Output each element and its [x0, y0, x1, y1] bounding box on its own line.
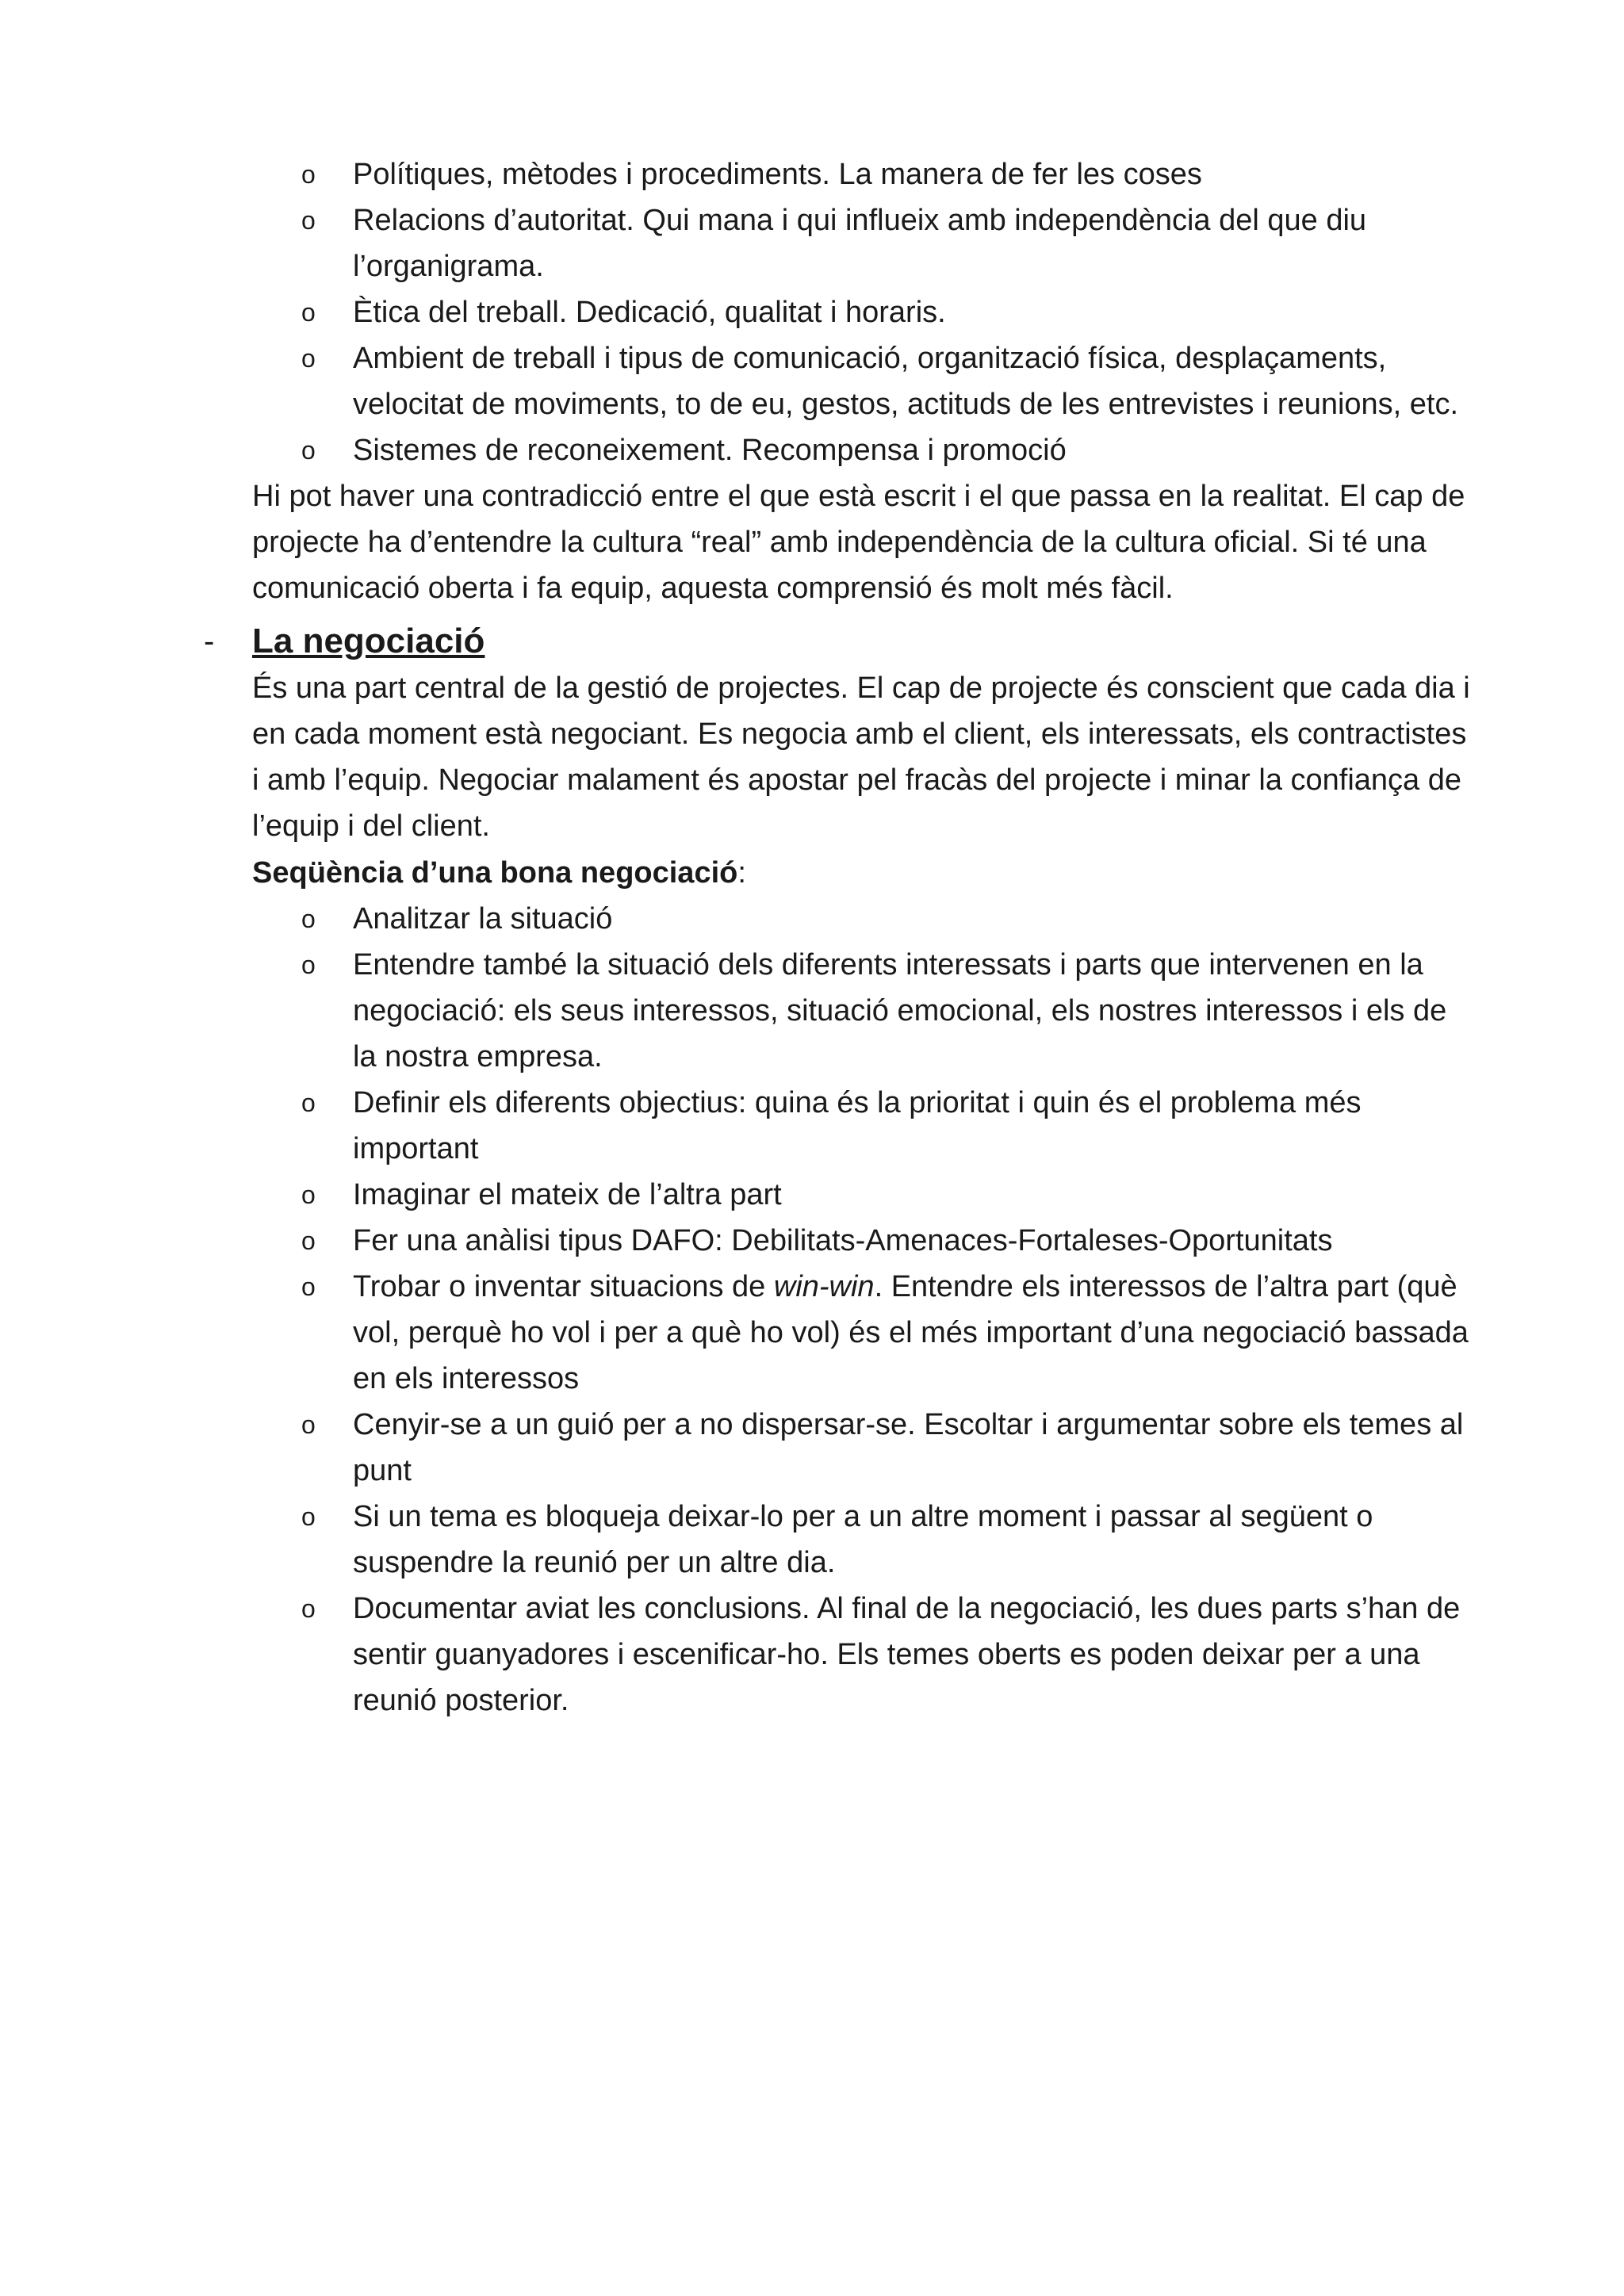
list-item-text: Polítiques, mètodes i procediments. La manera de fer les coses: [353, 158, 1202, 191]
list-item: [301, 896, 1475, 942]
list-item: [301, 1172, 1475, 1218]
list-item-text: Fer una anàlisi tipus DAFO: Debilitats-Amenaces-Fortaleses-Oportunitats: [353, 1224, 1333, 1257]
list-item: [301, 197, 1475, 289]
list-item: [301, 335, 1475, 427]
circle-bullet-icon: o: [301, 1089, 316, 1117]
circle-bullet-icon: o: [301, 436, 316, 465]
circle-bullet-icon: o: [301, 1226, 316, 1255]
list-item: [301, 289, 1475, 335]
sequence-heading-colon: :: [737, 856, 746, 890]
list-item-text: Documentar aviat les conclusions. Al final de la negociació, les dues parts s’han de sentir guanyadores i escenificar-ho. Els temes oberts es poden deixar per a una reunió posterior.: [353, 1592, 1461, 1717]
circle-bullet-icon: o: [301, 1272, 316, 1301]
list-item-text: Imaginar el mateix de l’altra part: [353, 1178, 782, 1211]
circle-bullet-icon: o: [301, 1181, 316, 1209]
section-title: La negociació: [252, 622, 485, 660]
circle-bullet-icon: o: [301, 206, 316, 235]
list-item: [301, 1218, 1475, 1264]
list-item-text: Analitzar la situació: [353, 902, 613, 936]
culture-paragraph: Hi pot haver una contradicció entre el que està escrit i el que passa en la realitat. El cap de projecte ha d’entendre la cultura “real” amb independència de la cultura oficial. Si té una comunicació oberta i fa equip, aquesta comprensió és molt més fàcil.: [252, 480, 1465, 605]
list-item: [301, 1402, 1475, 1494]
list-item-text: Entendre també la situació dels diferents interessats i parts que intervenen en la negociació: els seus interessos, situació emocional, els nostres interessos i els de la nostra empresa.: [353, 948, 1447, 1073]
list-item-text: Cenyir-se a un guió per a no dispersar-se. Escoltar i argumentar sobre els temes al punt: [353, 1408, 1464, 1487]
list-item-text: Si un tema es bloqueja deixar-lo per a un altre moment i passar al següent o suspendre la reunió per un altre dia.: [353, 1500, 1373, 1579]
list-item-text: Sistemes de reconeixement. Recompensa i promoció: [353, 434, 1067, 467]
sequence-heading-bold: Seqüència d’una bona negociació: [252, 856, 738, 890]
circle-bullet-icon: o: [301, 1502, 316, 1531]
circle-bullet-icon: o: [301, 905, 316, 933]
list-item-text-after: . Entendre els interessos de l’altra part (què vol, perquè ho vol i per a què ho vol) és el més important d’una negociació bassada en els interessos: [353, 1270, 1469, 1395]
circle-bullet-icon: o: [301, 298, 316, 327]
circle-bullet-icon: o: [301, 1410, 316, 1439]
sequence-heading: [252, 850, 746, 896]
circle-bullet-icon: o: [301, 344, 316, 373]
circle-bullet-icon: o: [301, 1594, 316, 1623]
list-item-text: Ètica del treball. Dedicació, qualitat i horaris.: [353, 296, 946, 329]
circle-bullet-icon: o: [301, 951, 316, 979]
list-item: [301, 1080, 1475, 1172]
list-item: [301, 1264, 1475, 1402]
culture-list: [301, 151, 1475, 473]
circle-bullet-icon: o: [301, 160, 316, 189]
negotiation-paragraph: És una part central de la gestió de projectes. El cap de projecte és conscient que cada dia i en cada moment està negociant. Es negocia amb el client, els interessats, els contractistes i amb l’equip. Negociar malament és apostar pel fracàs del projecte i minar la confiança de l’equip i del client.: [252, 672, 1470, 843]
list-item: [301, 427, 1475, 473]
section-dash-bullet: -: [204, 624, 215, 659]
list-item: [301, 1494, 1475, 1586]
list-item: [301, 151, 1475, 197]
list-item-text-italic: win-win: [773, 1270, 875, 1303]
list-item-text: Definir els diferents objectius: quina és la prioritat i quin és el problema més important: [353, 1086, 1362, 1165]
list-item-text: Relacions d’autoritat. Qui mana i qui influeix amb independència del que diu l’organigrama.: [353, 204, 1367, 283]
list-item-text: Ambient de treball i tipus de comunicació, organització física, desplaçaments, velocitat de moviments, to de eu, gestos, actituds de les entrevistes i reunions, etc.: [353, 342, 1459, 421]
sequence-list: [301, 896, 1475, 1724]
list-item-text-before: Trobar o inventar situacions de: [353, 1270, 774, 1303]
list-item: [301, 942, 1475, 1080]
list-item: [301, 1586, 1475, 1724]
